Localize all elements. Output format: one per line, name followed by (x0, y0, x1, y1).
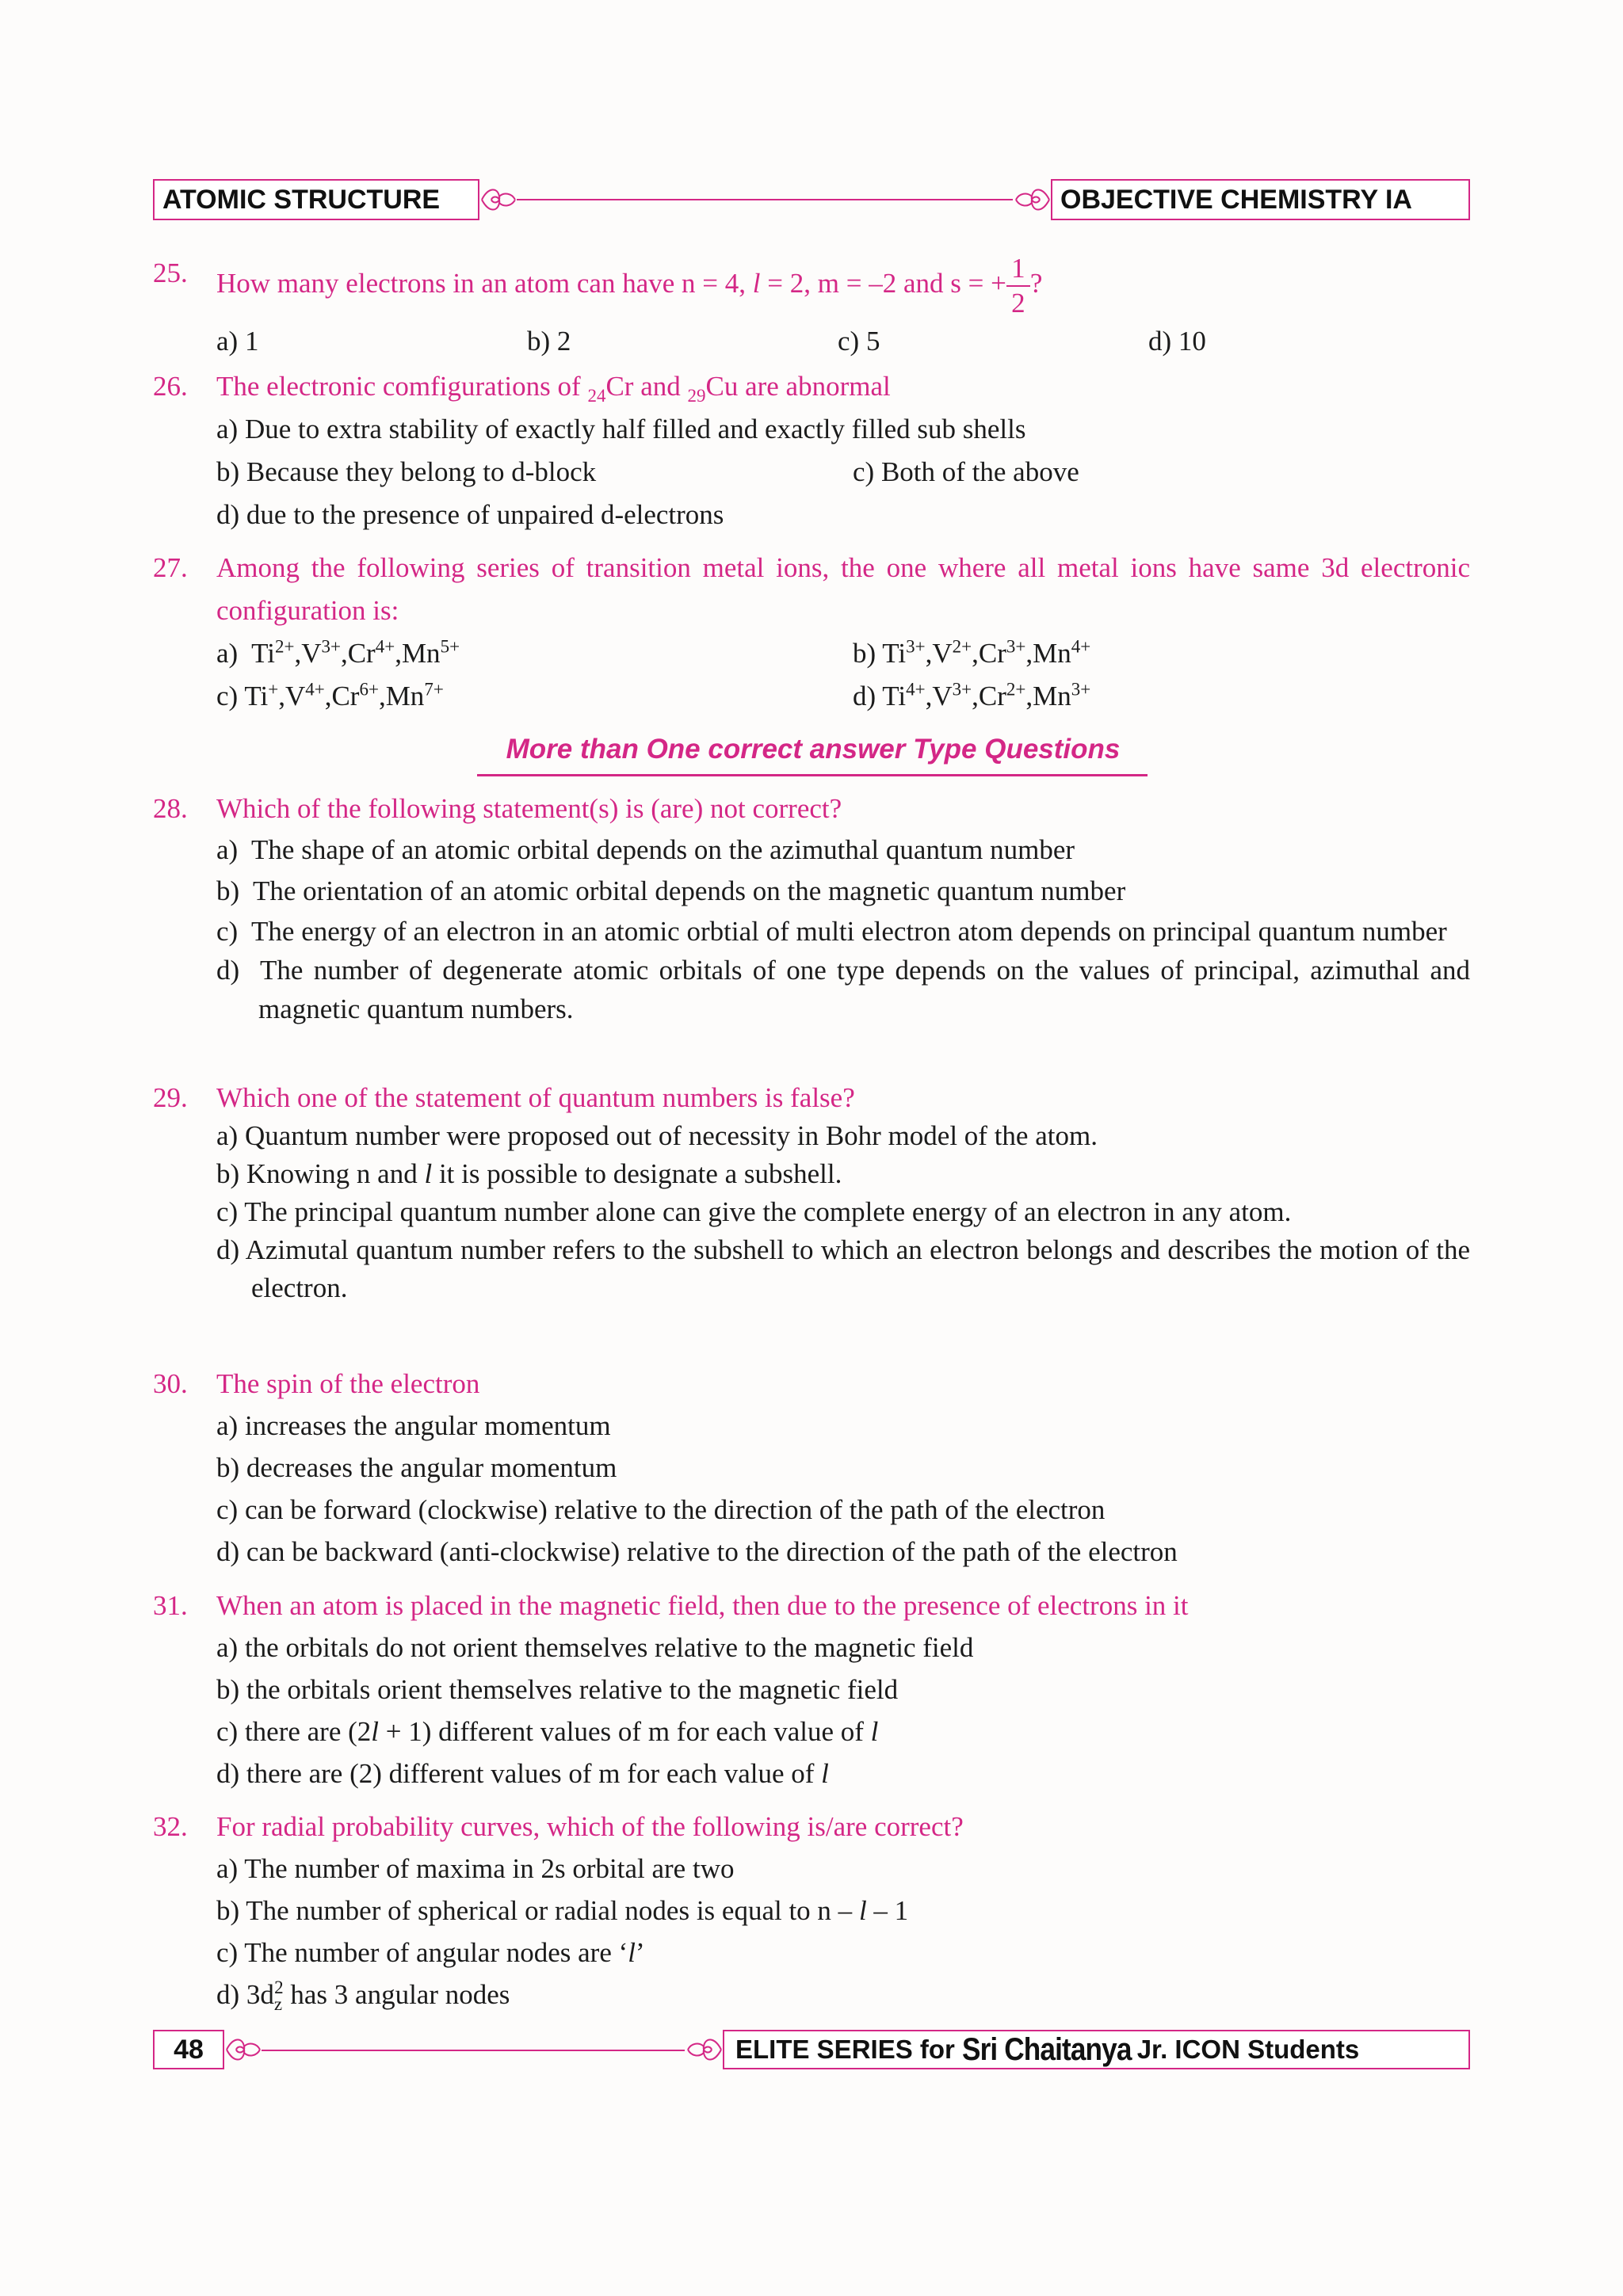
question-text: For radial probability curves, which of the following is/are correct? (216, 1811, 964, 1842)
option-d: d) due to the presence of unpaired d-electrons (216, 499, 724, 530)
ion: $V^{4+}$ (285, 679, 325, 711)
question-30 (153, 1363, 1470, 1573)
ion: $Ti^{2+}$ (251, 636, 295, 669)
section-title-underline (477, 774, 1148, 776)
flourish-ornament-icon (1014, 184, 1051, 215)
question-text: Which of the following statement(s) is (are) not correct? (216, 793, 842, 824)
option-c: c) 5 (838, 326, 880, 357)
footer-rule (262, 2050, 685, 2051)
option-c: c) The principal quantum number alone can give the complete energy of an electron in any atom. (216, 1196, 1292, 1227)
option-d: d) Azimutal quantum number refers to the subshell to which an electron belongs and describes the motion of the electron. (216, 1234, 1470, 1303)
question-29 (153, 1079, 1470, 1307)
option-c: c) $Ti^+,V^{4+},Cr^{6+},Mn^{7+}$ (216, 679, 444, 711)
question-number: 28. (153, 793, 188, 824)
ion: $Cr^{3+}$ (978, 636, 1026, 669)
question-27 (153, 547, 1470, 718)
option-a: a) increases the angular momentum (216, 1410, 611, 1441)
option-b: b) The number of spherical or radial nodes is equal to n – l – 1 (216, 1895, 909, 1926)
question-number: 31. (153, 1590, 188, 1621)
options-row (216, 675, 1470, 718)
header-left-title-box (153, 179, 479, 220)
brand-name: Sri Chaitanya (962, 2031, 1132, 2067)
option-a: a) The shape of an atomic orbital depends on the azimuthal quantum number (216, 834, 1075, 865)
ion: $V^{3+}$ (932, 679, 972, 711)
page-number-box (153, 2030, 224, 2069)
options (216, 320, 1470, 363)
options-row (216, 451, 1470, 494)
ion: $V^{3+}$ (301, 636, 341, 669)
ion: $Mn^{3+}$ (1033, 679, 1091, 711)
ion: $Cr^{6+}$ (331, 679, 379, 711)
question-32 (153, 1806, 1470, 2016)
option-c: c) The number of angular nodes are ‘l’ (216, 1937, 645, 1968)
question-text: Which one of the statement of quantum numbers is false? (216, 1082, 855, 1113)
book-title: OBJECTIVE CHEMISTRY IA (1060, 184, 1412, 215)
question-text: How many electrons in an atom can have n = 4, l = 2, m = –2 and s = + $\frac{1}{2}$ ? (216, 253, 1043, 318)
option-a: a) 1 (216, 326, 259, 357)
option-d: d) $Ti^{4+},V^{3+},Cr^{2+},Mn^{3+}$ (853, 679, 1091, 711)
question-number: 27. (153, 552, 188, 583)
question-number: 32. (153, 1811, 188, 1842)
option-b: b) The orientation of an atomic orbital depends on the magnetic quantum number (216, 875, 1126, 906)
question-25 (153, 252, 1470, 363)
ion: $Ti^{4+}$ (882, 679, 926, 711)
flourish-ornament-icon (686, 2034, 723, 2065)
option-b: b) 2 (527, 326, 571, 357)
header-rule (517, 199, 1013, 200)
question-31 (153, 1585, 1470, 1794)
fraction: $\frac{1}{2}$ (1006, 252, 1030, 320)
header-right-title-box (1051, 179, 1470, 220)
option-a: a) the orbitals do not orient themselves relative to the magnetic field (216, 1632, 974, 1663)
section-title: More than One correct answer Type Questions (506, 734, 1121, 765)
question-number: 30. (153, 1368, 188, 1399)
option-a: a) Due to extra stability of exactly half filled and exactly filled sub shells (216, 414, 1026, 444)
ion: $Cr^{2+}$ (978, 679, 1026, 711)
option-b: b) decreases the angular momentum (216, 1452, 617, 1483)
option-d: d) can be backward (anti-clockwise) relative to the direction of the path of the electron (216, 1536, 1178, 1567)
question-26 (153, 365, 1470, 536)
question-text: When an atom is placed in the magnetic field, then due to the presence of electrons in it (216, 1590, 1189, 1621)
option-b: b) $Ti^{3+},V^{2+},Cr^{3+},Mn^{4+}$ (853, 636, 1091, 669)
question-number: 29. (153, 1082, 188, 1113)
option-d: d) there are (2) different values of m for each value of l (216, 1758, 829, 1789)
option-b: b) Because they belong to d-block (216, 456, 597, 487)
option-c: c) there are (2l + 1) different values of m for each value of l (216, 1716, 879, 1747)
option-c: c) The energy of an electron in an atomic orbtial of multi electron atom depends on principal quantum number (216, 916, 1447, 947)
ion: $Mn^{5+}$ (401, 636, 460, 669)
ion: $Mn^{7+}$ (385, 679, 444, 711)
option-b: b) Knowing n and l it is possible to designate a subshell. (216, 1158, 842, 1189)
option-d: d) 10 (1148, 326, 1206, 357)
question-28 (153, 788, 1470, 1028)
option-a: a) $Ti^{2+},V^{3+},Cr^{4+},Mn^{5+}$ (216, 636, 460, 669)
option-a: a) Quantum number were proposed out of necessity in Bohr model of the atom. (216, 1120, 1098, 1151)
question-number: 26. (153, 371, 188, 402)
question-text: The electronic comfigurations of $_{24}$Cr and $_{29}$Cu are abnormal (216, 371, 891, 406)
ion: Ti+ (244, 679, 279, 711)
option-d: d) The number of degenerate atomic orbitals of one type depends on the values of principal, azimuthal and magnetic quantum numbers. (216, 955, 1470, 1024)
question-text: The spin of the electron (216, 1368, 480, 1399)
ion: $Cr^{4+}$ (347, 636, 395, 669)
chapter-title: ATOMIC STRUCTURE (162, 184, 441, 215)
option-d: d) $3d_z^2$ has 3 angular nodes (216, 1978, 510, 2014)
options-row (216, 632, 1470, 675)
option-c: c) can be forward (clockwise) relative to the direction of the path of the electron (216, 1494, 1106, 1525)
option-a: a) The number of maxima in 2s orbital are two (216, 1853, 735, 1884)
flourish-ornament-icon (480, 184, 517, 215)
option-b: b) the orbitals orient themselves relative to the magnetic field (216, 1674, 899, 1705)
question-text: Among the following series of transition metal ions, the one where all metal ions have same 3d electronic configuration is: (216, 552, 1470, 626)
page-number: 48 (174, 2034, 204, 2065)
question-number: 25. (153, 257, 188, 288)
series-title-box: ELITE SERIES for Sri Chaitanya Jr. ICON Students (723, 2030, 1470, 2069)
ion: $V^{2+}$ (932, 636, 972, 669)
option-c: c) Both of the above (853, 456, 1079, 487)
ion: $Mn^{4+}$ (1033, 636, 1091, 669)
flourish-ornament-icon (225, 2034, 262, 2065)
ion: $Ti^{3+}$ (882, 636, 926, 669)
